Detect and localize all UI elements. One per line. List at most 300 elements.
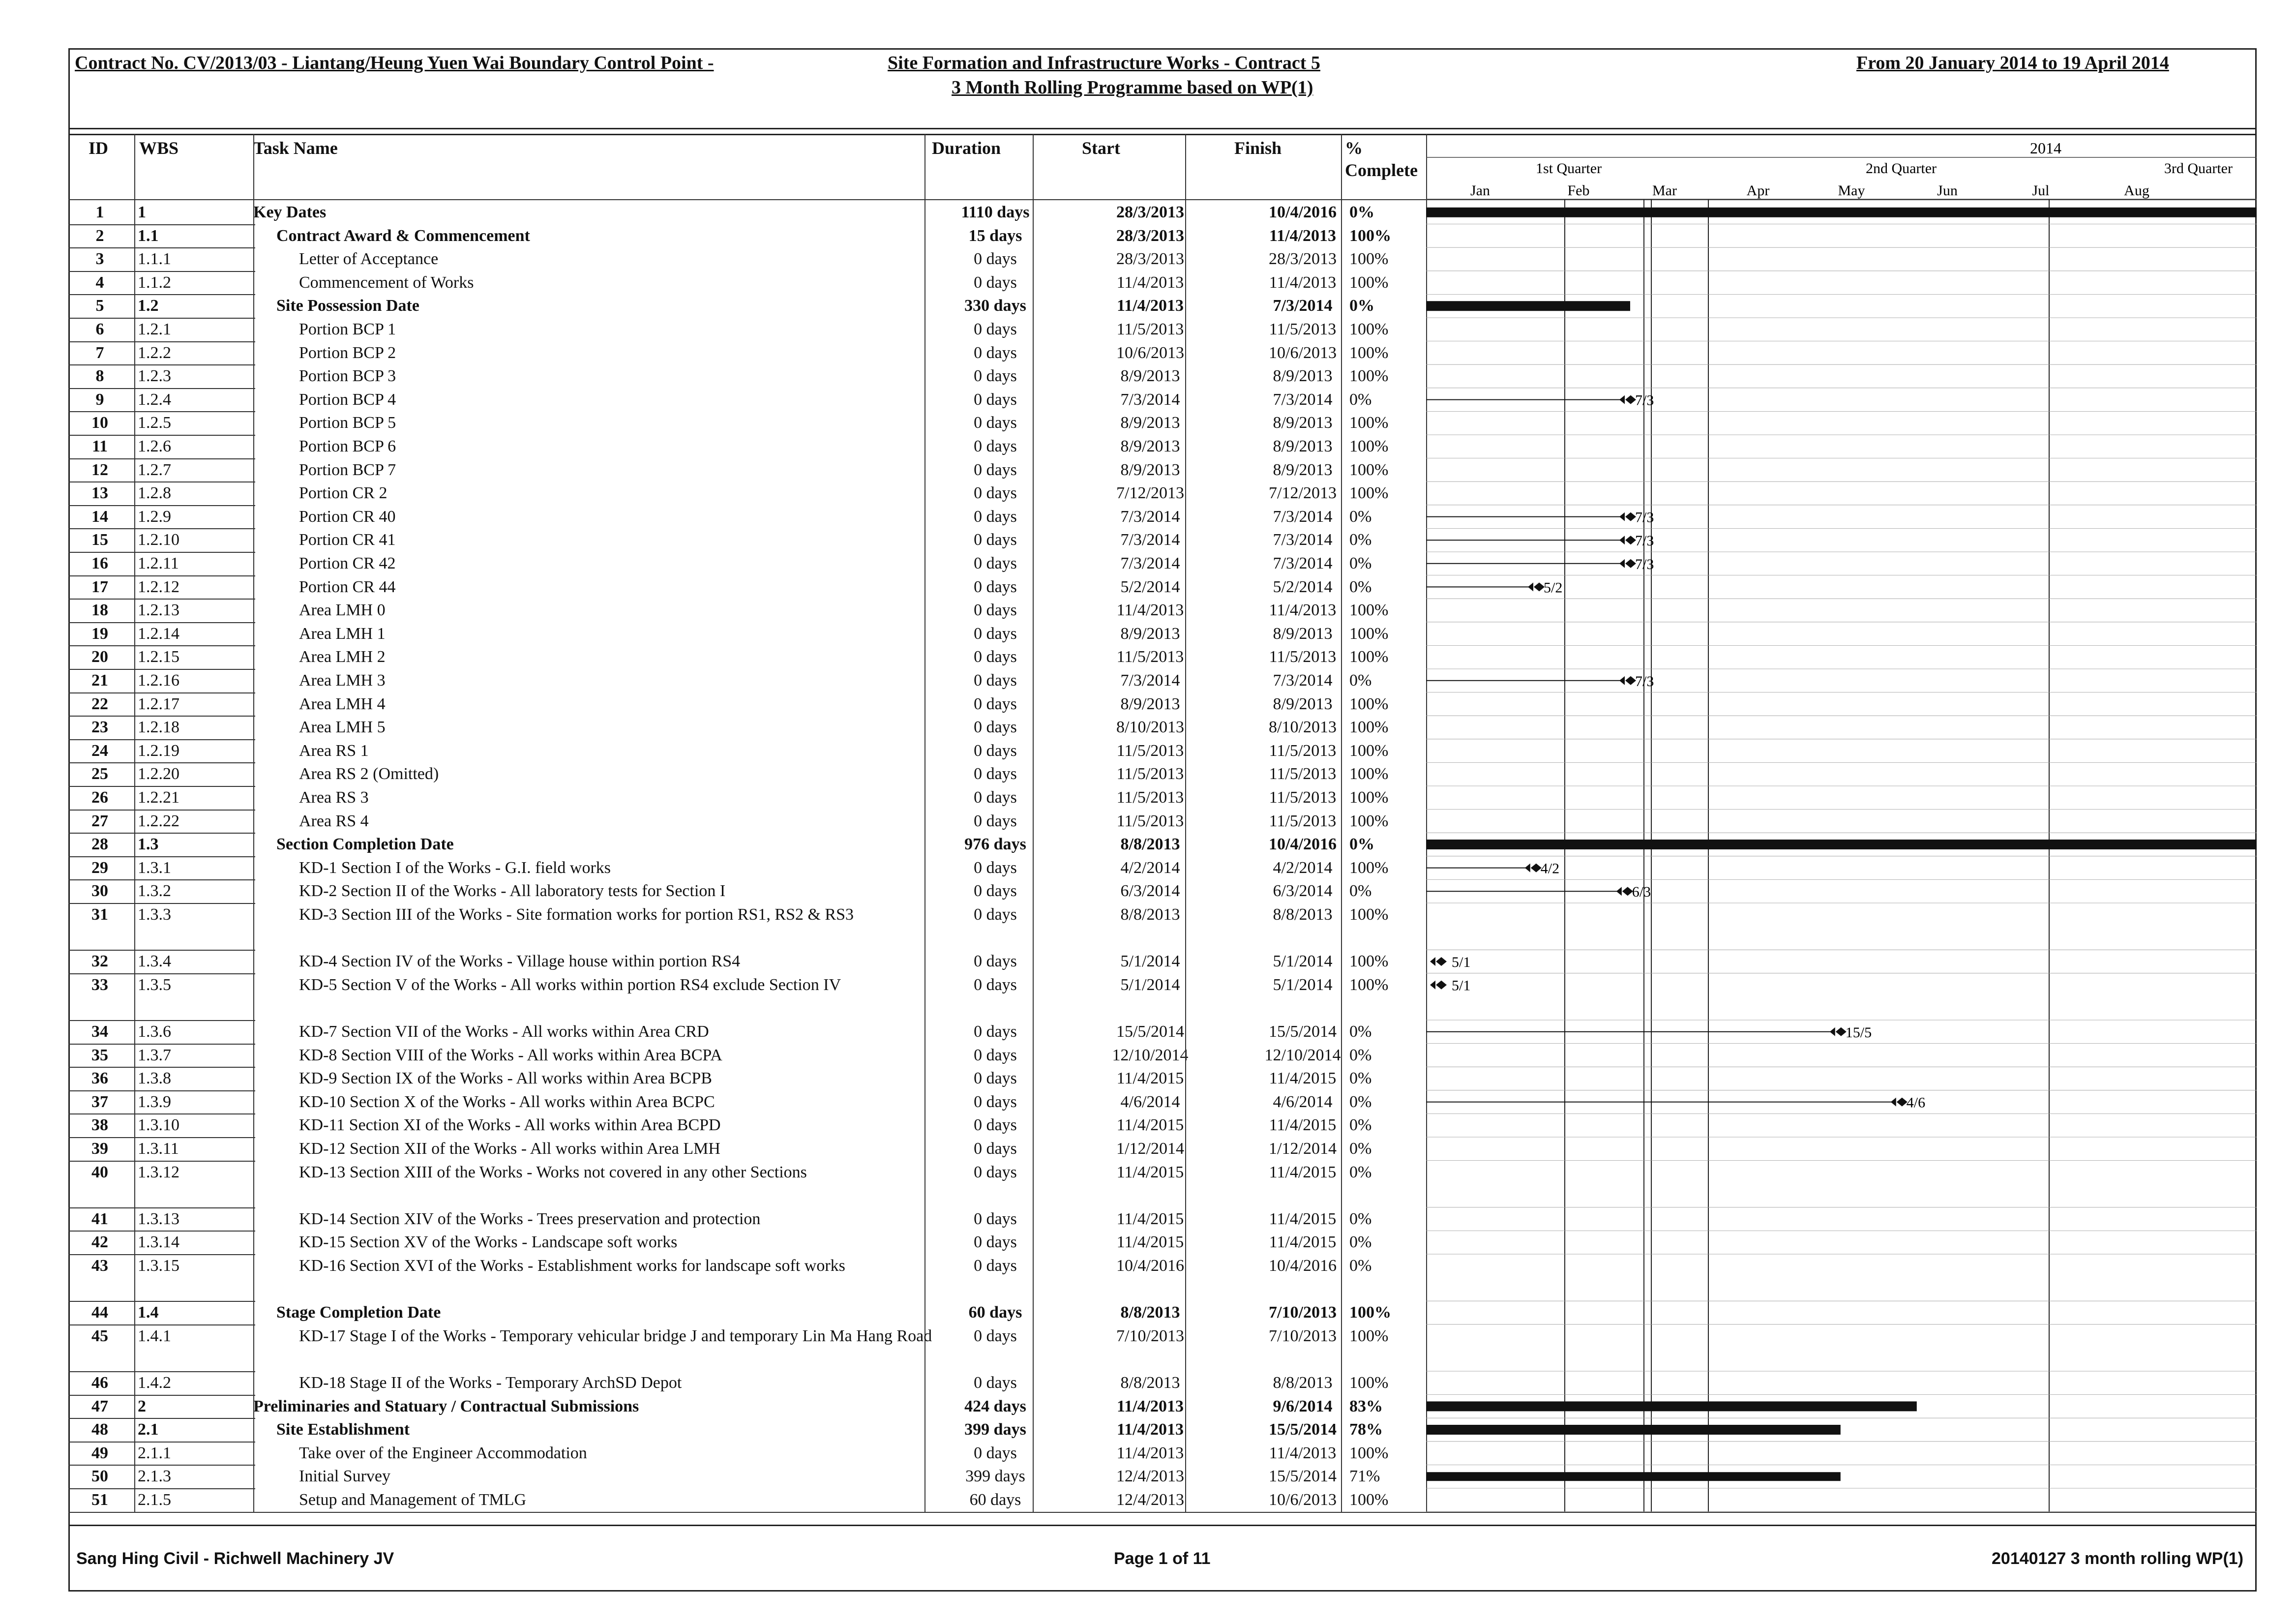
row-duration: 0 days — [974, 975, 1017, 994]
row-wbs: 1.3.11 — [138, 1140, 179, 1158]
timeline-month: Apr — [1746, 182, 1770, 199]
col-header-complete: Complete — [1345, 160, 1418, 180]
row-task-name: KD-11 Section XI of the Works - All works within Area BCPD — [299, 1116, 721, 1135]
table-row — [68, 903, 1426, 950]
row-id: 9 — [95, 390, 104, 409]
milestone-diamond — [1430, 981, 1447, 990]
row-id: 16 — [91, 554, 108, 572]
row-task-name: Portion CR 44 — [299, 577, 396, 596]
row-task-name: KD-14 Section XIV of the Works - Trees preservation and protection — [299, 1209, 761, 1228]
row-wbs: 1.1.1 — [138, 250, 171, 269]
row-percent: 100% — [1349, 414, 1389, 432]
column-divider — [1033, 134, 1034, 1512]
date-range: From 20 January 2014 to 19 April 2014 — [1856, 53, 2169, 73]
milestone-date-label: 7/3 — [1635, 673, 1654, 690]
row-task-name: KD-13 Section XIII of the Works - Works not covered in any other Sections — [299, 1163, 807, 1181]
row-percent: 0% — [1349, 1163, 1372, 1181]
row-id: 4 — [95, 273, 104, 292]
row-id: 41 — [91, 1209, 108, 1228]
row-start: 8/10/2013 — [1116, 718, 1184, 737]
summary-bar — [1426, 1472, 1841, 1481]
row-wbs: 1.3.2 — [138, 882, 171, 901]
row-percent: 0% — [1349, 1023, 1372, 1041]
row-start: 11/4/2013 — [1116, 273, 1184, 292]
row-percent: 100% — [1349, 624, 1389, 643]
row-task-name: Area LMH 3 — [299, 671, 386, 690]
milestone-date-label: 7/3 — [1635, 509, 1654, 526]
row-duration: 60 days — [969, 1491, 1021, 1509]
row-id: 18 — [91, 601, 108, 620]
timeline-month: Jul — [2032, 182, 2050, 199]
row-task-name: Portion BCP 6 — [299, 437, 396, 455]
row-task-name: Site Possession Date — [276, 297, 419, 315]
row-finish: 7/3/2014 — [1273, 507, 1333, 526]
row-start: 7/3/2014 — [1120, 671, 1180, 690]
row-wbs: 1 — [138, 203, 146, 221]
row-duration: 0 days — [974, 554, 1017, 572]
row-percent: 100% — [1349, 484, 1389, 503]
row-percent: 100% — [1349, 812, 1389, 830]
milestone-diamond — [1891, 1098, 1908, 1107]
row-wbs: 1.3.5 — [138, 975, 171, 994]
row-id: 3 — [95, 250, 104, 269]
row-wbs: 1.2.10 — [138, 531, 179, 549]
table-row — [68, 1301, 1426, 1324]
row-percent: 100% — [1349, 437, 1389, 455]
table-row — [68, 762, 1426, 786]
row-start: 8/8/2013 — [1120, 1374, 1180, 1392]
table-row — [68, 247, 1426, 271]
col-header-start: Start — [1082, 138, 1120, 158]
table-row — [68, 1324, 1426, 1371]
timeline-month: Feb — [1567, 182, 1590, 199]
row-task-name: Commencement of Works — [299, 273, 474, 292]
row-duration: 1110 days — [961, 203, 1030, 221]
milestone-diamond — [1616, 887, 1633, 896]
row-task-name: Portion CR 41 — [299, 531, 396, 549]
row-finish: 9/6/2014 — [1273, 1397, 1333, 1415]
row-id: 50 — [91, 1467, 108, 1486]
row-percent: 100% — [1349, 905, 1389, 924]
row-duration: 330 days — [964, 297, 1026, 315]
row-task-name: Portion BCP 1 — [299, 320, 396, 338]
row-finish: 4/2/2014 — [1273, 858, 1333, 877]
summary-bar — [1426, 840, 2257, 849]
row-wbs: 1.3.10 — [138, 1116, 179, 1135]
col-header-wbs: WBS — [139, 138, 179, 158]
row-start: 8/9/2013 — [1120, 414, 1180, 432]
col-header-task: Task Name — [253, 138, 338, 158]
row-percent: 100% — [1349, 320, 1389, 338]
row-wbs: 1.2.9 — [138, 507, 171, 526]
row-finish: 10/6/2013 — [1269, 1491, 1337, 1509]
row-duration: 399 days — [965, 1467, 1025, 1486]
row-id: 15 — [91, 531, 108, 549]
row-wbs: 1.2.21 — [138, 788, 179, 807]
row-start: 11/4/2013 — [1116, 297, 1184, 315]
column-divider — [253, 134, 254, 1512]
row-task-name: KD-18 Stage II of the Works - Temporary ArchSD Depot — [299, 1374, 682, 1392]
row-task-name: Area RS 4 — [299, 812, 369, 830]
row-wbs: 1.2.19 — [138, 741, 179, 760]
row-finish: 11/4/2015 — [1269, 1116, 1337, 1135]
row-finish: 7/12/2013 — [1269, 484, 1337, 503]
row-wbs: 1.2.17 — [138, 694, 179, 713]
row-start: 8/9/2013 — [1120, 694, 1180, 713]
milestone-date-label: 6/3 — [1632, 884, 1651, 901]
title-left: Contract No. CV/2013/03 - Liantang/Heung Yuen Wai Boundary Control Point - — [75, 53, 714, 73]
row-percent: 0% — [1349, 554, 1372, 572]
row-percent: 0% — [1349, 531, 1372, 549]
row-duration: 0 days — [974, 273, 1017, 292]
row-start: 7/3/2014 — [1120, 531, 1180, 549]
subtitle: 3 Month Rolling Programme based on WP(1) — [952, 77, 1313, 98]
row-wbs: 1.3.7 — [138, 1046, 171, 1064]
row-duration: 0 days — [974, 1444, 1017, 1462]
row-id: 24 — [91, 741, 108, 760]
row-finish: 8/8/2013 — [1273, 1374, 1333, 1392]
row-task-name: Area RS 1 — [299, 741, 369, 760]
column-divider — [924, 134, 925, 1512]
row-id: 36 — [91, 1069, 108, 1088]
row-finish: 4/6/2014 — [1273, 1092, 1333, 1111]
table-row — [68, 833, 1426, 856]
table-row — [68, 856, 1426, 880]
row-finish: 11/4/2013 — [1269, 1444, 1337, 1462]
row-id: 19 — [91, 624, 108, 643]
row-finish: 8/8/2013 — [1273, 905, 1333, 924]
row-task-name: KD-2 Section II of the Works - All laboratory tests for Section I — [299, 882, 726, 901]
row-percent: 0% — [1349, 390, 1372, 409]
row-wbs: 1.2.15 — [138, 648, 179, 666]
row-start: 8/9/2013 — [1120, 460, 1180, 479]
table-row — [68, 435, 1426, 458]
table-row — [68, 622, 1426, 646]
row-finish: 11/5/2013 — [1269, 765, 1337, 783]
timeline-month: Mar — [1652, 182, 1677, 199]
row-finish: 8/9/2013 — [1273, 414, 1333, 432]
row-task-name: KD-9 Section IX of the Works - All works within Area BCPB — [299, 1069, 712, 1088]
row-percent: 71% — [1349, 1467, 1380, 1486]
milestone-diamond — [1619, 676, 1636, 685]
table-row — [68, 1044, 1426, 1067]
row-start: 11/4/2013 — [1116, 1397, 1184, 1415]
table-row — [68, 1161, 1426, 1207]
row-wbs: 1.3.15 — [138, 1257, 179, 1275]
row-start: 11/4/2013 — [1116, 601, 1184, 620]
table-row — [68, 1113, 1426, 1137]
row-percent: 100% — [1349, 273, 1389, 292]
row-finish: 11/4/2013 — [1269, 601, 1337, 620]
row-wbs: 2 — [138, 1397, 146, 1415]
timeline-quarter: 3rd Quarter — [2164, 160, 2233, 177]
table-row — [68, 1020, 1426, 1044]
row-start: 5/1/2014 — [1120, 975, 1180, 994]
row-id: 47 — [91, 1397, 108, 1415]
table-row — [68, 341, 1426, 365]
row-percent: 100% — [1349, 460, 1389, 479]
row-id: 12 — [91, 460, 108, 479]
table-row — [68, 552, 1426, 575]
row-wbs: 1.2.22 — [138, 812, 179, 830]
row-start: 8/9/2013 — [1120, 624, 1180, 643]
row-start: 11/5/2013 — [1116, 741, 1184, 760]
row-finish: 15/5/2014 — [1269, 1467, 1337, 1486]
timeline-month: Jun — [1937, 182, 1958, 199]
row-percent: 100% — [1349, 367, 1389, 386]
table-row — [68, 692, 1426, 716]
row-percent: 100% — [1349, 858, 1389, 877]
row-task-name: KD-1 Section I of the Works - G.I. field works — [299, 858, 611, 877]
row-task-name: Key Dates — [253, 203, 327, 221]
row-task-name: Portion CR 2 — [299, 484, 388, 503]
table-row — [68, 1371, 1426, 1395]
row-finish: 7/3/2014 — [1273, 671, 1333, 690]
milestone-date-label: 5/2 — [1544, 579, 1563, 596]
milestone-date-label: 4/2 — [1540, 860, 1560, 877]
row-wbs: 1.4.2 — [138, 1374, 171, 1392]
row-percent: 100% — [1349, 1374, 1389, 1392]
row-finish: 11/5/2013 — [1269, 812, 1337, 830]
table-row — [68, 810, 1426, 833]
row-start: 8/9/2013 — [1120, 437, 1180, 455]
row-percent: 100% — [1349, 1491, 1389, 1509]
row-id: 37 — [91, 1092, 108, 1111]
summary-bar — [1426, 1425, 1841, 1435]
row-percent: 100% — [1349, 343, 1389, 362]
row-start: 8/8/2013 — [1120, 1303, 1180, 1322]
table-row — [68, 1465, 1426, 1488]
row-duration: 0 days — [974, 671, 1017, 690]
row-task-name: Contract Award & Commencement — [276, 226, 530, 245]
row-task-name: Area LMH 4 — [299, 694, 386, 713]
row-task-name: KD-8 Section VIII of the Works - All works within Area BCPA — [299, 1046, 722, 1064]
row-duration: 0 days — [974, 648, 1017, 666]
row-duration: 0 days — [974, 741, 1017, 760]
row-duration: 60 days — [968, 1303, 1022, 1322]
row-duration: 0 days — [974, 952, 1017, 971]
milestone-diamond — [1525, 864, 1542, 872]
row-wbs: 1.3.6 — [138, 1023, 171, 1041]
row-wbs: 1.2.3 — [138, 367, 171, 386]
row-finish: 6/3/2014 — [1273, 882, 1333, 901]
row-percent: 100% — [1349, 718, 1389, 737]
row-wbs: 1.2.8 — [138, 484, 171, 503]
row-id: 21 — [91, 671, 108, 690]
row-percent: 83% — [1349, 1397, 1383, 1415]
row-finish: 8/9/2013 — [1273, 437, 1333, 455]
row-finish: 8/9/2013 — [1273, 460, 1333, 479]
row-duration: 0 days — [974, 250, 1017, 269]
table-row — [68, 411, 1426, 435]
row-id: 46 — [91, 1374, 108, 1392]
table-row — [68, 458, 1426, 482]
row-finish: 5/1/2014 — [1273, 952, 1333, 971]
milestone-diamond — [1619, 536, 1636, 544]
row-task-name: KD-5 Section V of the Works - All works within portion RS4 exclude Section IV — [299, 975, 841, 994]
row-percent: 100% — [1349, 1303, 1391, 1322]
row-task-name: Site Establishment — [276, 1420, 410, 1439]
row-wbs: 1.4.1 — [138, 1326, 171, 1345]
row-start: 5/1/2014 — [1120, 952, 1180, 971]
row-task-name: Area LMH 5 — [299, 718, 386, 737]
row-percent: 100% — [1349, 765, 1389, 783]
table-row — [68, 1067, 1426, 1090]
row-task-name: Section Completion Date — [276, 835, 454, 854]
row-id: 45 — [91, 1326, 108, 1345]
row-percent: 0% — [1349, 671, 1372, 690]
table-row — [68, 294, 1426, 318]
column-divider — [1341, 134, 1342, 1512]
row-id: 33 — [91, 975, 108, 994]
row-percent: 78% — [1349, 1420, 1383, 1439]
row-finish: 11/4/2015 — [1269, 1233, 1337, 1252]
row-task-name: KD-12 Section XII of the Works - All works within Area LMH — [299, 1140, 720, 1158]
row-duration: 0 days — [974, 1023, 1017, 1041]
row-percent: 0% — [1349, 297, 1374, 315]
table-row — [68, 1137, 1426, 1161]
col-header-finish: Finish — [1234, 138, 1282, 158]
row-duration: 0 days — [974, 320, 1017, 338]
milestone-diamond — [1830, 1027, 1847, 1036]
row-start: 11/4/2015 — [1116, 1116, 1184, 1135]
row-wbs: 1.3.4 — [138, 952, 171, 971]
row-duration: 976 days — [964, 835, 1026, 854]
row-task-name: KD-3 Section III of the Works - Site formation works for portion RS1, RS2 & RS3 — [299, 905, 854, 924]
row-duration: 0 days — [974, 1092, 1017, 1111]
row-finish: 15/5/2014 — [1269, 1023, 1337, 1041]
row-start: 11/4/2015 — [1116, 1163, 1184, 1181]
row-duration: 0 days — [974, 765, 1017, 783]
row-wbs: 1.2.7 — [138, 460, 171, 479]
row-duration: 0 days — [974, 1046, 1017, 1064]
table-row — [68, 1418, 1426, 1442]
row-duration: 0 days — [974, 437, 1017, 455]
row-wbs: 1.3.13 — [138, 1209, 179, 1228]
milestone-diamond — [1619, 395, 1636, 404]
summary-bar — [1426, 301, 1630, 311]
row-wbs: 1.3.1 — [138, 858, 171, 877]
row-task-name: Portion CR 42 — [299, 554, 396, 572]
row-task-name: Portion BCP 7 — [299, 460, 396, 479]
row-finish: 10/4/2016 — [1269, 203, 1337, 221]
row-duration: 0 days — [974, 460, 1017, 479]
row-duration: 0 days — [974, 905, 1017, 924]
row-percent: 100% — [1349, 952, 1389, 971]
row-wbs: 1.3.3 — [138, 905, 171, 924]
row-id: 23 — [91, 718, 108, 737]
row-wbs: 2.1.1 — [138, 1444, 171, 1462]
row-start: 7/12/2013 — [1116, 484, 1184, 503]
row-duration: 0 days — [974, 484, 1017, 503]
row-task-name: Portion BCP 2 — [299, 343, 396, 362]
row-id: 8 — [95, 367, 104, 386]
timeline-month: Aug — [2124, 182, 2149, 199]
table-row — [68, 224, 1426, 248]
row-wbs: 1.4 — [138, 1303, 159, 1322]
row-start: 28/3/2013 — [1116, 250, 1184, 269]
row-wbs: 1.2.11 — [138, 554, 179, 572]
row-task-name: Area RS 3 — [299, 788, 369, 807]
footer-page: Page 1 of 11 — [1114, 1549, 1211, 1568]
row-start: 4/2/2014 — [1120, 858, 1180, 877]
table-row — [68, 786, 1426, 810]
row-wbs: 1.2.13 — [138, 601, 179, 620]
milestone-date-label: 5/1 — [1452, 977, 1471, 994]
row-task-name: Take over of the Engineer Accommodation — [299, 1444, 587, 1462]
column-divider — [1185, 134, 1186, 1512]
milestone-date-label: 7/3 — [1635, 392, 1654, 409]
row-start: 10/6/2013 — [1116, 343, 1184, 362]
row-start: 11/5/2013 — [1116, 320, 1184, 338]
milestone-diamond — [1619, 512, 1636, 521]
row-start: 8/8/2013 — [1120, 905, 1180, 924]
row-id: 7 — [95, 343, 104, 362]
table-row — [68, 1395, 1426, 1418]
row-finish: 7/3/2014 — [1273, 297, 1333, 315]
row-duration: 0 days — [974, 507, 1017, 526]
row-wbs: 1.3 — [138, 835, 159, 854]
row-task-name: Initial Survey — [299, 1467, 391, 1486]
row-id: 42 — [91, 1233, 108, 1252]
row-wbs: 1.3.9 — [138, 1092, 171, 1111]
row-task-name: KD-16 Section XVI of the Works - Establishment works for landscape soft works — [299, 1257, 845, 1275]
row-id: 22 — [91, 694, 108, 713]
row-id: 25 — [91, 765, 108, 783]
row-task-name: KD-10 Section X of the Works - All works within Area BCPC — [299, 1092, 715, 1111]
row-wbs: 1.2 — [138, 297, 159, 315]
row-finish: 28/3/2013 — [1269, 250, 1337, 269]
row-finish: 7/3/2014 — [1273, 531, 1333, 549]
row-wbs: 2.1 — [138, 1420, 159, 1439]
row-task-name: Portion BCP 5 — [299, 414, 396, 432]
row-percent: 0% — [1349, 882, 1372, 901]
row-id: 31 — [91, 905, 108, 924]
row-duration: 0 days — [974, 414, 1017, 432]
row-percent: 0% — [1349, 1092, 1372, 1111]
row-duration: 0 days — [974, 1116, 1017, 1135]
row-start: 7/10/2013 — [1116, 1326, 1184, 1345]
table-row — [68, 318, 1426, 341]
row-finish: 11/4/2013 — [1269, 273, 1337, 292]
row-percent: 0% — [1349, 507, 1372, 526]
footer-left: Sang Hing Civil - Richwell Machinery JV — [76, 1549, 394, 1568]
row-percent: 100% — [1349, 226, 1391, 245]
row-task-name: KD-17 Stage I of the Works - Temporary vehicular bridge J and temporary Lin Ma Hang Road — [299, 1326, 932, 1345]
row-task-name: KD-15 Section XV of the Works - Landscape soft works — [299, 1233, 678, 1252]
row-wbs: 1.3.12 — [138, 1163, 179, 1181]
row-duration: 0 days — [974, 1209, 1017, 1228]
row-wbs: 1.3.14 — [138, 1233, 179, 1252]
row-task-name: Letter of Acceptance — [299, 250, 439, 269]
table-row — [68, 1254, 1426, 1301]
table-row — [68, 599, 1426, 622]
table-row — [68, 271, 1426, 295]
footer-right: 20140127 3 month rolling WP(1) — [1992, 1549, 2244, 1568]
row-wbs: 2.1.5 — [138, 1491, 171, 1509]
row-finish: 7/10/2013 — [1269, 1326, 1337, 1345]
row-start: 11/4/2013 — [1116, 1420, 1184, 1439]
row-start: 11/5/2013 — [1116, 812, 1184, 830]
row-finish: 10/4/2016 — [1269, 835, 1337, 854]
row-id: 35 — [91, 1046, 108, 1064]
table-row — [68, 388, 1426, 412]
row-task-name: Preliminaries and Statuary / Contractual Submissions — [253, 1397, 639, 1415]
row-task-name: Portion BCP 4 — [299, 390, 396, 409]
row-duration: 0 days — [974, 812, 1017, 830]
table-row — [68, 1442, 1426, 1465]
row-id: 2 — [95, 226, 104, 245]
